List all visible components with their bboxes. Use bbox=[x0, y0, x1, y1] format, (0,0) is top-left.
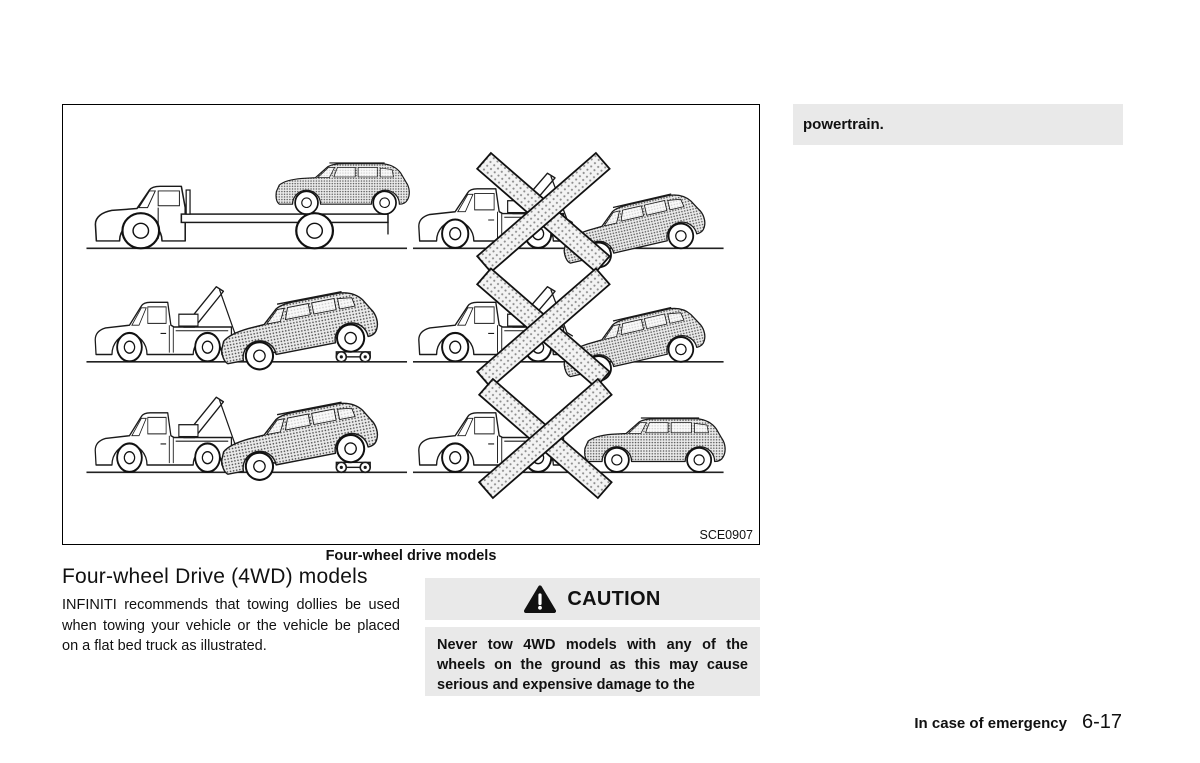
continuation-text-box bbox=[793, 104, 1123, 145]
panel-dolly-ok-2 bbox=[86, 397, 407, 487]
footer-chapter: In case of emergency bbox=[914, 715, 1067, 732]
caution-header bbox=[425, 578, 760, 620]
page-footer bbox=[914, 711, 1122, 734]
figure-code: SCE0907 bbox=[699, 528, 753, 542]
panel-dolly-ok-1 bbox=[86, 286, 407, 376]
panel-front-lift-crossed bbox=[413, 153, 724, 274]
figure-caption: Four-wheel drive models bbox=[325, 548, 497, 564]
towing-illustration bbox=[63, 105, 759, 544]
panel-flat-tow-crossed bbox=[413, 379, 725, 498]
warning-triangle-icon bbox=[524, 585, 556, 614]
footer-page-number: 6-17 bbox=[1081, 711, 1122, 733]
caution-title: CAUTION bbox=[567, 587, 661, 610]
panel-flatbed-ok bbox=[86, 163, 409, 248]
caution-body: Never tow 4WD models with any of the wheels on the ground as this may cause serious and expensive damage to the bbox=[425, 627, 760, 696]
section-paragraph: INFINITI recommends that towing dollies be used when towing your vehicle or the vehicle be placed on a flat bed truck as illustrated. bbox=[62, 597, 400, 654]
panel-front-lift-crossed-2 bbox=[413, 269, 724, 388]
towing-figure bbox=[62, 104, 760, 545]
continuation-text: powertrain. bbox=[803, 116, 884, 133]
section-heading: Four-wheel Drive (4WD) models bbox=[62, 565, 368, 588]
